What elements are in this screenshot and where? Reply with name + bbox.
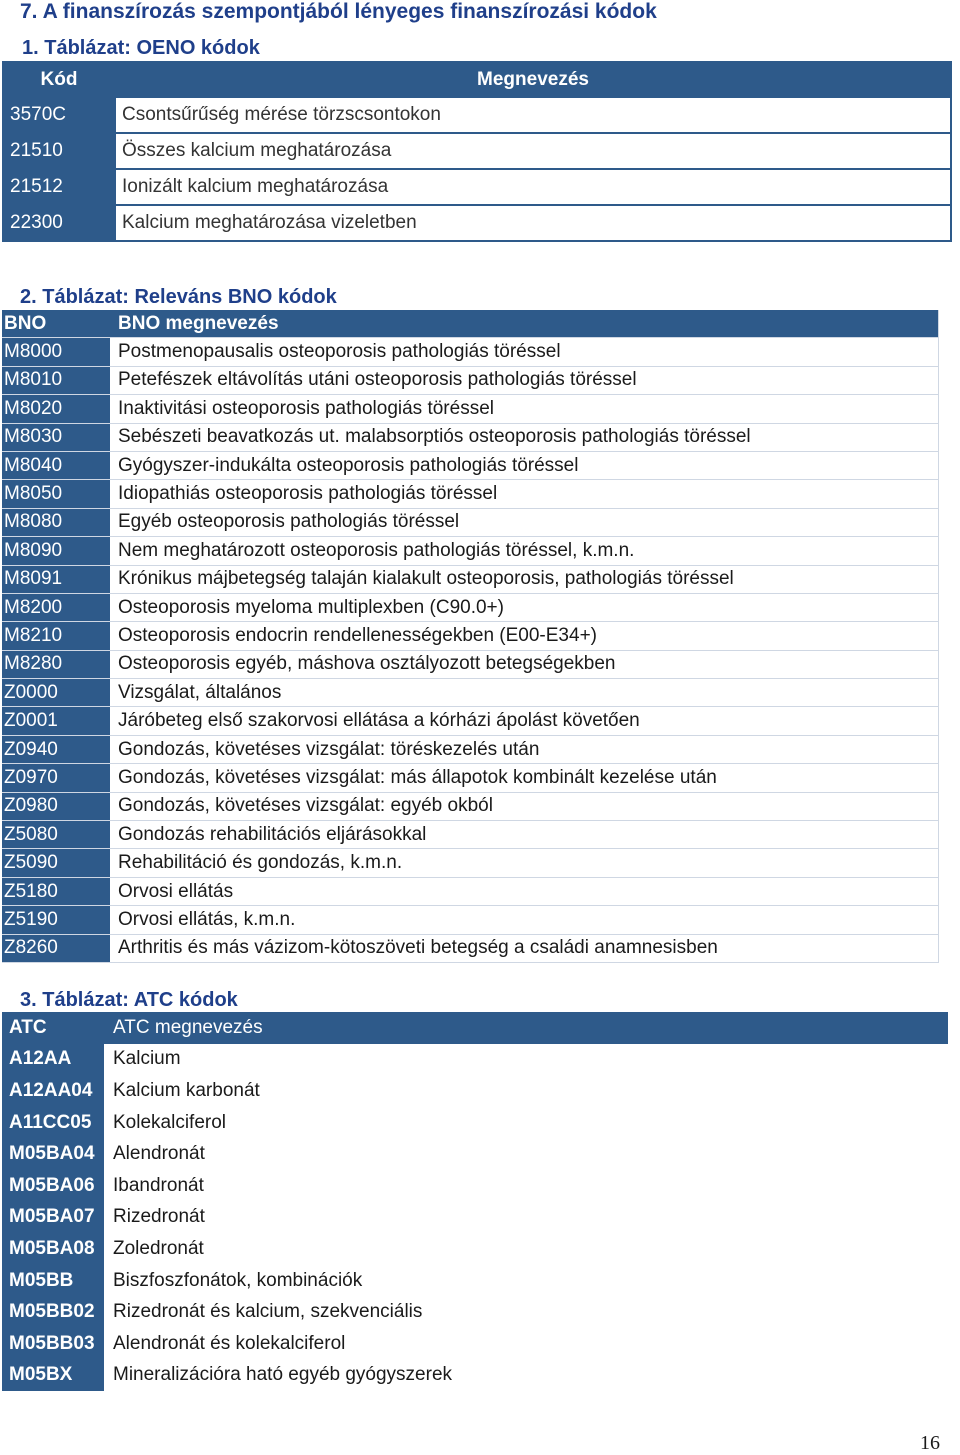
- name-cell: Krónikus májbetegség talaján kialakult osteoporosis, pathologiás töréssel: [110, 565, 939, 593]
- name-cell: Gondozás, követéses vizsgálat: töréskezelés után: [110, 735, 939, 763]
- name-cell: Idiopathiás osteoporosis pathologiás töréssel: [110, 480, 939, 508]
- table-row: [2, 1265, 948, 1297]
- name-cell: Egyéb osteoporosis pathologiás töréssel: [110, 508, 939, 536]
- table-row: [2, 366, 939, 394]
- code-cell: A12AA04: [2, 1075, 104, 1107]
- name-cell: Alendronát: [113, 1143, 205, 1165]
- name-cell: Rehabilitáció és gondozás, k.m.n.: [110, 849, 939, 877]
- table-header-row: [3, 62, 951, 97]
- code-cell: Z8260: [2, 934, 110, 962]
- name-cell: Sebészeti beavatkozás ut. malabsorptiós osteoporosis pathologiás töréssel: [110, 423, 939, 451]
- table-row: [2, 877, 939, 905]
- table-row: [2, 1360, 948, 1392]
- name-cell: Vizsgálat, általános: [110, 679, 939, 707]
- table-header-row: [2, 1012, 948, 1044]
- code-cell: Z5090: [2, 849, 110, 877]
- name-cell: Kalcium karbonát: [113, 1079, 260, 1101]
- name-cell: Biszfoszfonátok, kombinációk: [113, 1269, 363, 1291]
- table-row: [2, 537, 939, 565]
- table-row: [2, 423, 939, 451]
- table-row: [2, 395, 939, 423]
- code-cell: M8280: [2, 650, 110, 678]
- table-row: [2, 480, 939, 508]
- code-cell: A12AA: [2, 1044, 104, 1076]
- table-row: [3, 205, 951, 241]
- table3-caption: 3. Táblázat: ATC kódok: [20, 989, 238, 1011]
- code-cell: M8020: [2, 395, 110, 423]
- table-row: [3, 97, 951, 133]
- code-cell: M8010: [2, 366, 110, 394]
- name-cell: Orvosi ellátás, k.m.n.: [110, 906, 939, 934]
- code-cell: M05BA06: [2, 1170, 104, 1202]
- table-header-row: [2, 310, 939, 338]
- table-row: [2, 679, 939, 707]
- name-cell: Gondozás, követéses vizsgálat: más állapotok kombinált kezelése után: [110, 764, 939, 792]
- table-row: [2, 508, 939, 536]
- code-cell: M05BB: [2, 1265, 104, 1297]
- code-cell: Z0001: [2, 707, 110, 735]
- name-cell: Kalcium: [113, 1048, 181, 1070]
- name-cell: Gyógyszer-indukálta osteoporosis pathologiás töréssel: [110, 451, 939, 479]
- name-cell: Orvosi ellátás: [110, 877, 939, 905]
- code-cell: 21512: [3, 169, 115, 205]
- name-cell: Mineralizációra ható egyéb gyógyszerek: [113, 1364, 453, 1386]
- table-row: [2, 1138, 948, 1170]
- code-cell: 21510: [3, 133, 115, 169]
- name-cell: Inaktivitási osteoporosis pathologiás töréssel: [110, 395, 939, 423]
- code-cell: Z0980: [2, 792, 110, 820]
- table-row: [2, 622, 939, 650]
- code-cell: M05BA08: [2, 1233, 104, 1265]
- code-cell: M05BB03: [2, 1328, 104, 1360]
- table-row: [2, 792, 939, 820]
- code-cell: M8200: [2, 593, 110, 621]
- name-cell: Járóbeteg első szakorvosi ellátása a kórházi ápolást követően: [110, 707, 939, 735]
- table-row: [2, 735, 939, 763]
- code-cell: Z5180: [2, 877, 110, 905]
- table-row: [2, 593, 939, 621]
- table-row: [2, 1170, 948, 1202]
- name-cell: Rizedronát és kalcium, szekvenciális: [113, 1301, 423, 1323]
- oeno-codes-table: [2, 61, 952, 242]
- code-cell: M8030: [2, 423, 110, 451]
- name-cell: Kolekalciferol: [113, 1111, 226, 1133]
- table-row: [2, 1202, 948, 1234]
- code-cell: M8040: [2, 451, 110, 479]
- name-cell: Postmenopausalis osteoporosis pathologiás töréssel: [110, 338, 939, 366]
- code-cell: M8210: [2, 622, 110, 650]
- code-cell: M8080: [2, 508, 110, 536]
- bno-codes-table: [2, 310, 939, 963]
- name-cell: Petefészek eltávolítás utáni osteoporosis pathologiás töréssel: [110, 366, 939, 394]
- table-row: [2, 1233, 948, 1265]
- name-cell: Összes kalcium meghatározása: [115, 133, 951, 169]
- header-name: ATC megnevezés: [104, 1012, 948, 1044]
- code-cell: A11CC05: [2, 1107, 104, 1139]
- header-name: Megnevezés: [115, 62, 951, 97]
- code-cell: 3570C: [3, 97, 115, 133]
- table-row: [2, 821, 939, 849]
- table-row: [2, 707, 939, 735]
- table-row: [2, 1296, 948, 1328]
- code-cell: M05BA04: [2, 1138, 104, 1170]
- code-cell: Z0940: [2, 735, 110, 763]
- code-cell: M8050: [2, 480, 110, 508]
- section-heading: 7. A finanszírozás szempontjából lényeges finanszírozási kódok: [20, 0, 657, 23]
- table-row: [3, 169, 951, 205]
- code-cell: M8091: [2, 565, 110, 593]
- name-cell: Ionizált kalcium meghatározása: [115, 169, 951, 205]
- name-cell: Kalcium meghatározása vizeletben: [115, 205, 951, 241]
- name-cell: Alendronát és kolekalciferol: [113, 1332, 346, 1354]
- table-row: [2, 1044, 948, 1076]
- name-cell: Rizedronát: [113, 1206, 205, 1228]
- table-row: [2, 1328, 948, 1360]
- table-row: [2, 849, 939, 877]
- code-cell: Z0000: [2, 679, 110, 707]
- table-row: [2, 934, 939, 962]
- code-cell: M05BB02: [2, 1296, 104, 1328]
- atc-codes-table: [2, 1012, 948, 1391]
- table-row: [2, 565, 939, 593]
- table-row: [2, 1075, 948, 1107]
- name-cell: Gondozás rehabilitációs eljárásokkal: [110, 821, 939, 849]
- table-row: [2, 451, 939, 479]
- header-code: ATC: [2, 1012, 104, 1044]
- table-row: [2, 906, 939, 934]
- header-code: BNO: [2, 310, 110, 338]
- code-cell: M05BA07: [2, 1202, 104, 1234]
- code-cell: M8000: [2, 338, 110, 366]
- name-cell: Zoledronát: [113, 1237, 204, 1259]
- name-cell: Csontsűrűség mérése törzscsontokon: [115, 97, 951, 133]
- code-cell: M8090: [2, 537, 110, 565]
- name-cell: Gondozás, követéses vizsgálat: egyéb okból: [110, 792, 939, 820]
- table-row: [2, 764, 939, 792]
- table1-caption: 1. Táblázat: OENO kódok: [22, 37, 260, 59]
- table-row: [2, 650, 939, 678]
- page-number: 16: [920, 1432, 940, 1454]
- code-cell: Z0970: [2, 764, 110, 792]
- name-cell: Osteoporosis endocrin rendellenességekben (E00-E34+): [110, 622, 939, 650]
- code-cell: M05BX: [2, 1360, 104, 1392]
- header-name: BNO megnevezés: [110, 310, 939, 338]
- name-cell: Osteoporosis egyéb, máshova osztályozott betegségekben: [110, 650, 939, 678]
- code-cell: 22300: [3, 205, 115, 241]
- header-code: Kód: [3, 62, 115, 97]
- name-cell: Ibandronát: [113, 1174, 204, 1196]
- table-row: [3, 133, 951, 169]
- table2-caption: 2. Táblázat: Releváns BNO kódok: [20, 286, 337, 308]
- name-cell: Osteoporosis myeloma multiplexben (C90.0+): [110, 593, 939, 621]
- table-row: [2, 1107, 948, 1139]
- name-cell: Arthritis és más vázizom-kötoszöveti betegség a családi anamnesisben: [110, 934, 939, 962]
- name-cell: Nem meghatározott osteoporosis pathologiás töréssel, k.m.n.: [110, 537, 939, 565]
- code-cell: Z5080: [2, 821, 110, 849]
- table-row: [2, 338, 939, 366]
- code-cell: Z5190: [2, 906, 110, 934]
